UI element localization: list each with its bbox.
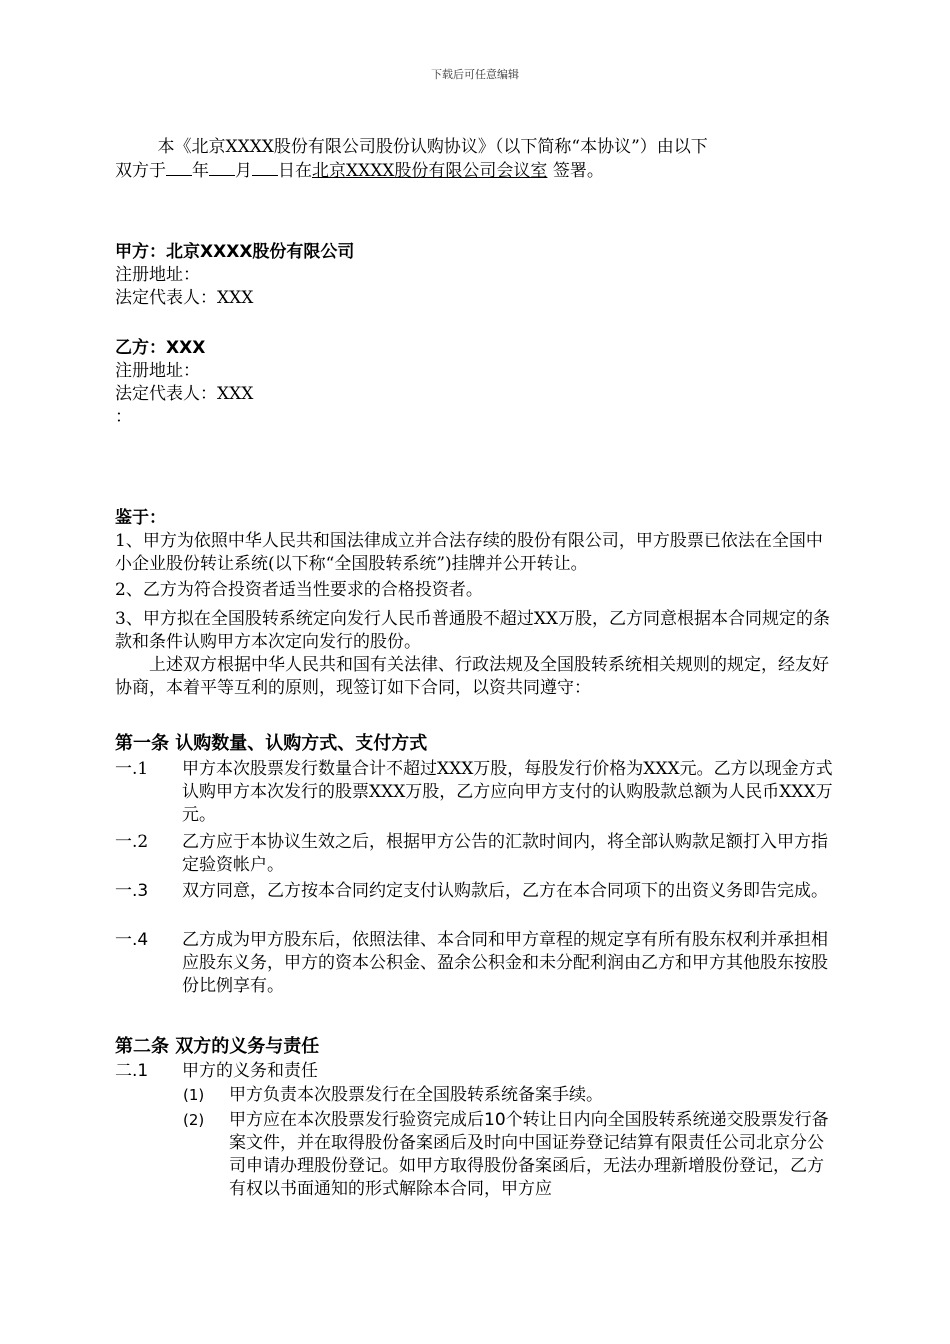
intro-line-1: 本《北京XXXX股份有限公司股份认购协议》（以下简称“本协议”）由以下 bbox=[157, 137, 708, 157]
sub-number: (1) bbox=[183, 1086, 205, 1104]
party-b-extra: ： bbox=[115, 407, 132, 427]
item-text: 乙方应于本协议生效之后，根据甲方公告的汇款时间内，将全部认购款足额打入甲方指定验资帐户。 bbox=[182, 832, 828, 875]
intro-text-year: 年 bbox=[192, 161, 209, 181]
intro-text-month: 月 bbox=[235, 161, 252, 181]
item-number: 一.4 bbox=[115, 930, 149, 950]
header-note: 下载后可任意编辑 bbox=[431, 68, 519, 81]
sub-number: (2) bbox=[183, 1111, 205, 1129]
intro-line-2 bbox=[115, 159, 837, 183]
whereas-item-1: 1、甲方为依照中华人民共和国法律成立并合法存续的股份有限公司，甲方股票已依法在全国中小企业股份转让系统(以下称“全国股转系统”)挂牌并公开转让。 bbox=[115, 531, 823, 574]
sub-text: 甲方应在本次股票发行验资完成后10个转让日内向全国股转系统递交股票发行备案文件，并在取得股份备案函后及时向中国证券登记结算有限责任公司北京分公司申请办理股份登记。如甲方取得股份备案函后，无法办理新增股份登记，乙方有权以书面通知的形式解除本合同，甲方应 bbox=[229, 1110, 829, 1199]
party-b-rep: 法定代表人：XXX bbox=[115, 384, 254, 404]
party-a-title: 甲方：北京XXXX股份有限公司 bbox=[115, 242, 355, 262]
item-number: 一.3 bbox=[115, 881, 149, 901]
article-1-title: 第一条 认购数量、认购方式、支付方式 bbox=[115, 733, 428, 754]
whereas-title: 鉴于： bbox=[115, 508, 166, 528]
whereas-item-3: 3、甲方拟在全国股转系统定向发行人民币普通股不超过XX万股，乙方同意根据本合同规定的条款和条件认购甲方本次定向发行的股份。 bbox=[115, 609, 831, 652]
item-number: 一.1 bbox=[115, 759, 149, 779]
party-b-address: 注册地址： bbox=[115, 361, 200, 381]
item-text: 乙方成为甲方股东后，依照法律、本合同和甲方章程的规定享有所有股东权利并承担相应股东义务，甲方的资本公积金、盈余公积金和未分配利润由乙方和甲方其他股东按股份比例享有。 bbox=[182, 930, 828, 996]
party-a-rep: 法定代表人：XXX bbox=[115, 288, 254, 308]
day-blank bbox=[252, 159, 278, 176]
whereas-closing: 上述双方根据中华人民共和国有关法律、行政法规及全国股转系统相关规则的规定，经友好协商，本着平等互利的原则，现签订如下合同，以资共同遵守： bbox=[115, 655, 829, 698]
sub-text: 甲方负责本次股票发行在全国股转系统备案手续。 bbox=[229, 1085, 603, 1105]
party-b-title: 乙方：XXX bbox=[115, 338, 206, 358]
signing-place: 北京XXXX股份有限公司会议室 bbox=[312, 161, 548, 181]
item-text: 甲方本次股票发行数量合计不超过XXX万股，每股发行价格为XXX元。乙方以现金方式认购甲方本次发行的股票XXX万股，乙方应向甲方支付的认购股款总额为人民币XXX万元。 bbox=[182, 759, 833, 825]
month-blank bbox=[209, 159, 235, 176]
intro-text-day: 日在 bbox=[278, 161, 312, 181]
article-2-title: 第二条 双方的义务与责任 bbox=[115, 1036, 320, 1057]
intro-text-end: 签署。 bbox=[547, 161, 604, 181]
party-a-section bbox=[115, 241, 837, 310]
intro-text-a: 双方于 bbox=[115, 161, 166, 181]
item-text: 双方同意，乙方按本合同约定支付认购款后，乙方在本合同项下的出资义务即告完成。 bbox=[182, 881, 828, 901]
item-number: 一.2 bbox=[115, 832, 149, 852]
intro-paragraph bbox=[115, 136, 837, 183]
year-blank bbox=[166, 159, 192, 176]
item-text: 甲方的义务和责任 bbox=[182, 1061, 318, 1081]
whereas-section bbox=[115, 507, 837, 700]
item-number: 二.1 bbox=[115, 1061, 149, 1081]
whereas-item-2: 2、乙方为符合投资者适当性要求的合格投资者。 bbox=[115, 580, 483, 600]
party-a-address: 注册地址： bbox=[115, 265, 200, 285]
party-b-section bbox=[115, 337, 837, 429]
